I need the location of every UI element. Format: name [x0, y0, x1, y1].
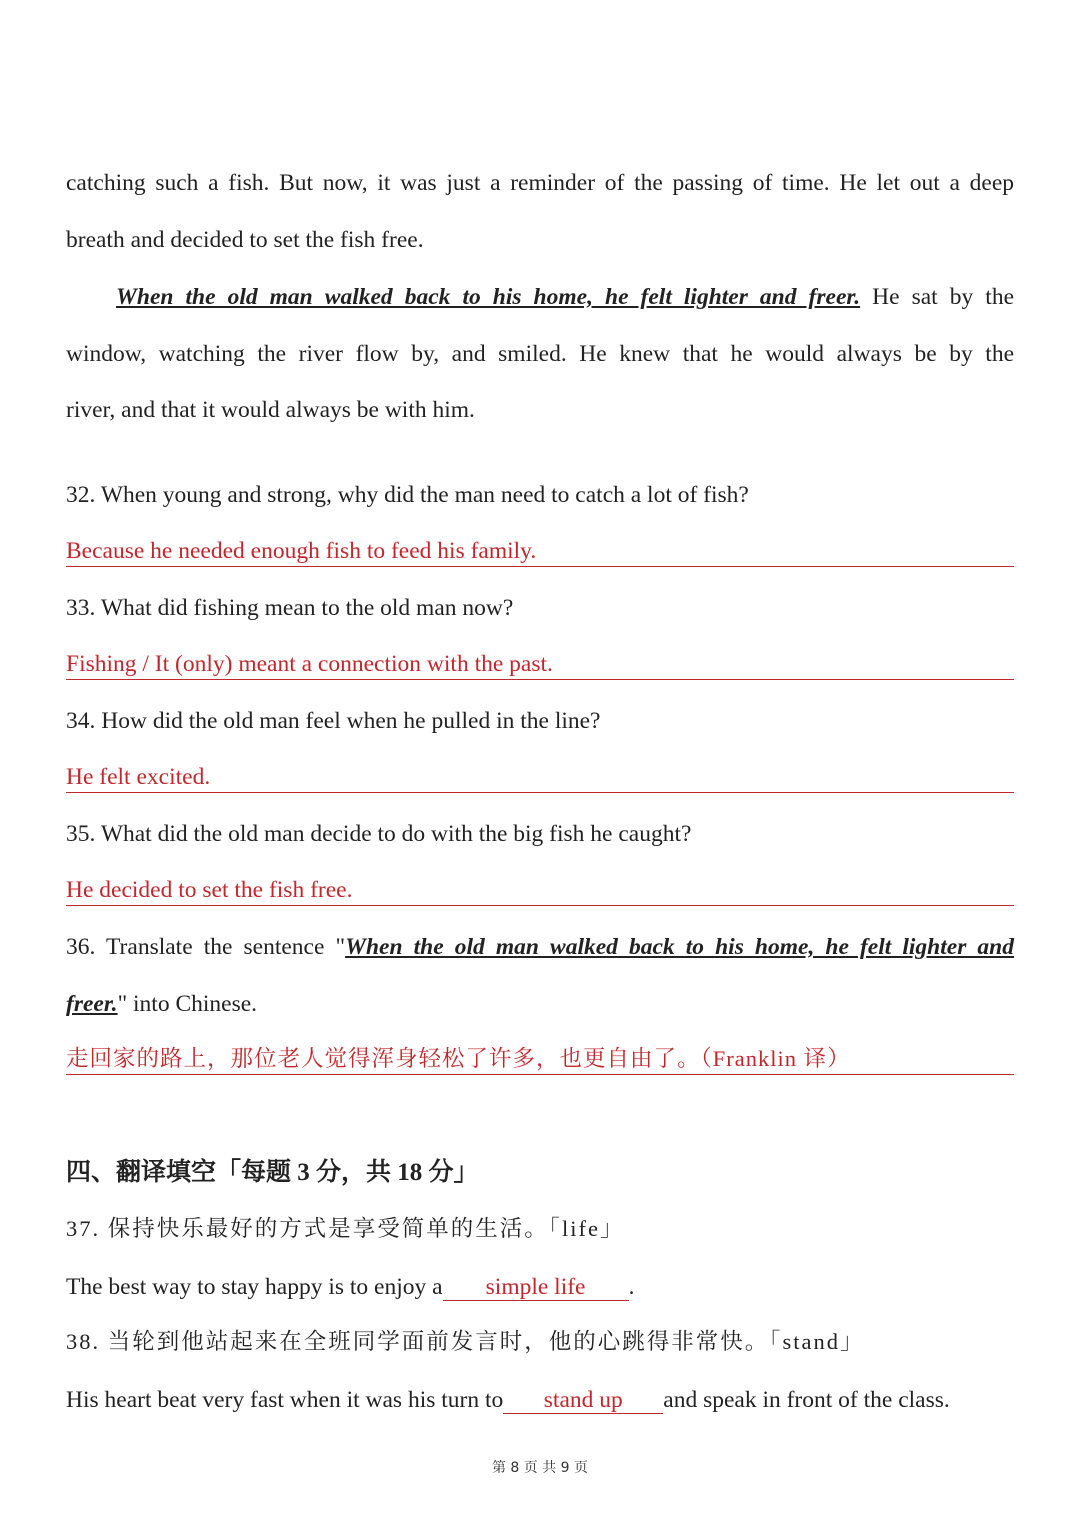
passage-line-4: window, watching the river flow by, and smiled. He knew that he would always be by the: [66, 341, 1014, 367]
question-35: 35. What did the old man decide to do with the big fish he caught?: [66, 821, 692, 847]
question-36-line-2: [66, 989, 1014, 1019]
answer-37-blank: simple life: [443, 1274, 629, 1301]
passage-line-1: catching such a fish. But now, it was just a reminder of the passing of time. He let out a deep: [66, 170, 1014, 196]
question-33: 33. What did fishing mean to the old man now?: [66, 595, 514, 621]
key-sentence: When the old man walked back to his home, he felt lighter and freer.: [116, 284, 861, 310]
question-36-suffix: " into Chinese.: [117, 991, 258, 1017]
question-32: 32. When young and strong, why did the man need to catch a lot of fish?: [66, 482, 749, 508]
passage-line-5: river, and that it would always be with him.: [66, 397, 475, 423]
question-36-prefix: 36. Translate the sentence ": [66, 934, 346, 960]
passage-line-3: [66, 282, 1014, 312]
question-36-line-1: [66, 932, 1014, 962]
answer-35: He decided to set the fish free.: [66, 875, 1014, 906]
answer-33: Fishing / It (only) meant a connection with the past.: [66, 649, 1014, 680]
answer-38-blank: stand up: [503, 1387, 663, 1414]
question-38-after: and speak in front of the class.: [663, 1387, 950, 1413]
section-4-heading: 四、翻译填空「每题 3 分，共 18 分」: [66, 1159, 479, 1186]
answer-36: 走回家的路上，那位老人觉得浑身轻松了许多，也更自由了。（Franklin 译）: [66, 1044, 1014, 1075]
question-37-english: [66, 1272, 1014, 1302]
passage-line-2: breath and decided to set the fish free.: [66, 227, 424, 253]
question-38-chinese: 38. 当轮到他站起来在全班同学面前发言时，他的心跳得非常快。「stand」: [66, 1329, 865, 1354]
question-34: 34. How did the old man feel when he pulled in the line?: [66, 708, 601, 734]
question-37-chinese: 37. 保持快乐最好的方式是享受简单的生活。「life」: [66, 1216, 625, 1241]
question-36-quote-part-1: When the old man walked back to his home, he felt lighter and: [345, 934, 1015, 960]
passage-line-3-rest: He sat by the: [860, 284, 1014, 310]
answer-32: Because he needed enough fish to feed his family.: [66, 536, 1014, 567]
question-36-quote-part-2: freer.: [66, 991, 118, 1017]
answer-34: He felt excited.: [66, 762, 1014, 793]
question-38-before: His heart beat very fast when it was his turn to: [66, 1387, 504, 1413]
question-38-english: [66, 1385, 1014, 1415]
question-37-before: The best way to stay happy is to enjoy a: [66, 1274, 443, 1300]
question-37-after: .: [628, 1274, 635, 1300]
page-number-footer: 第 8 页 共 9 页: [491, 1460, 589, 1476]
